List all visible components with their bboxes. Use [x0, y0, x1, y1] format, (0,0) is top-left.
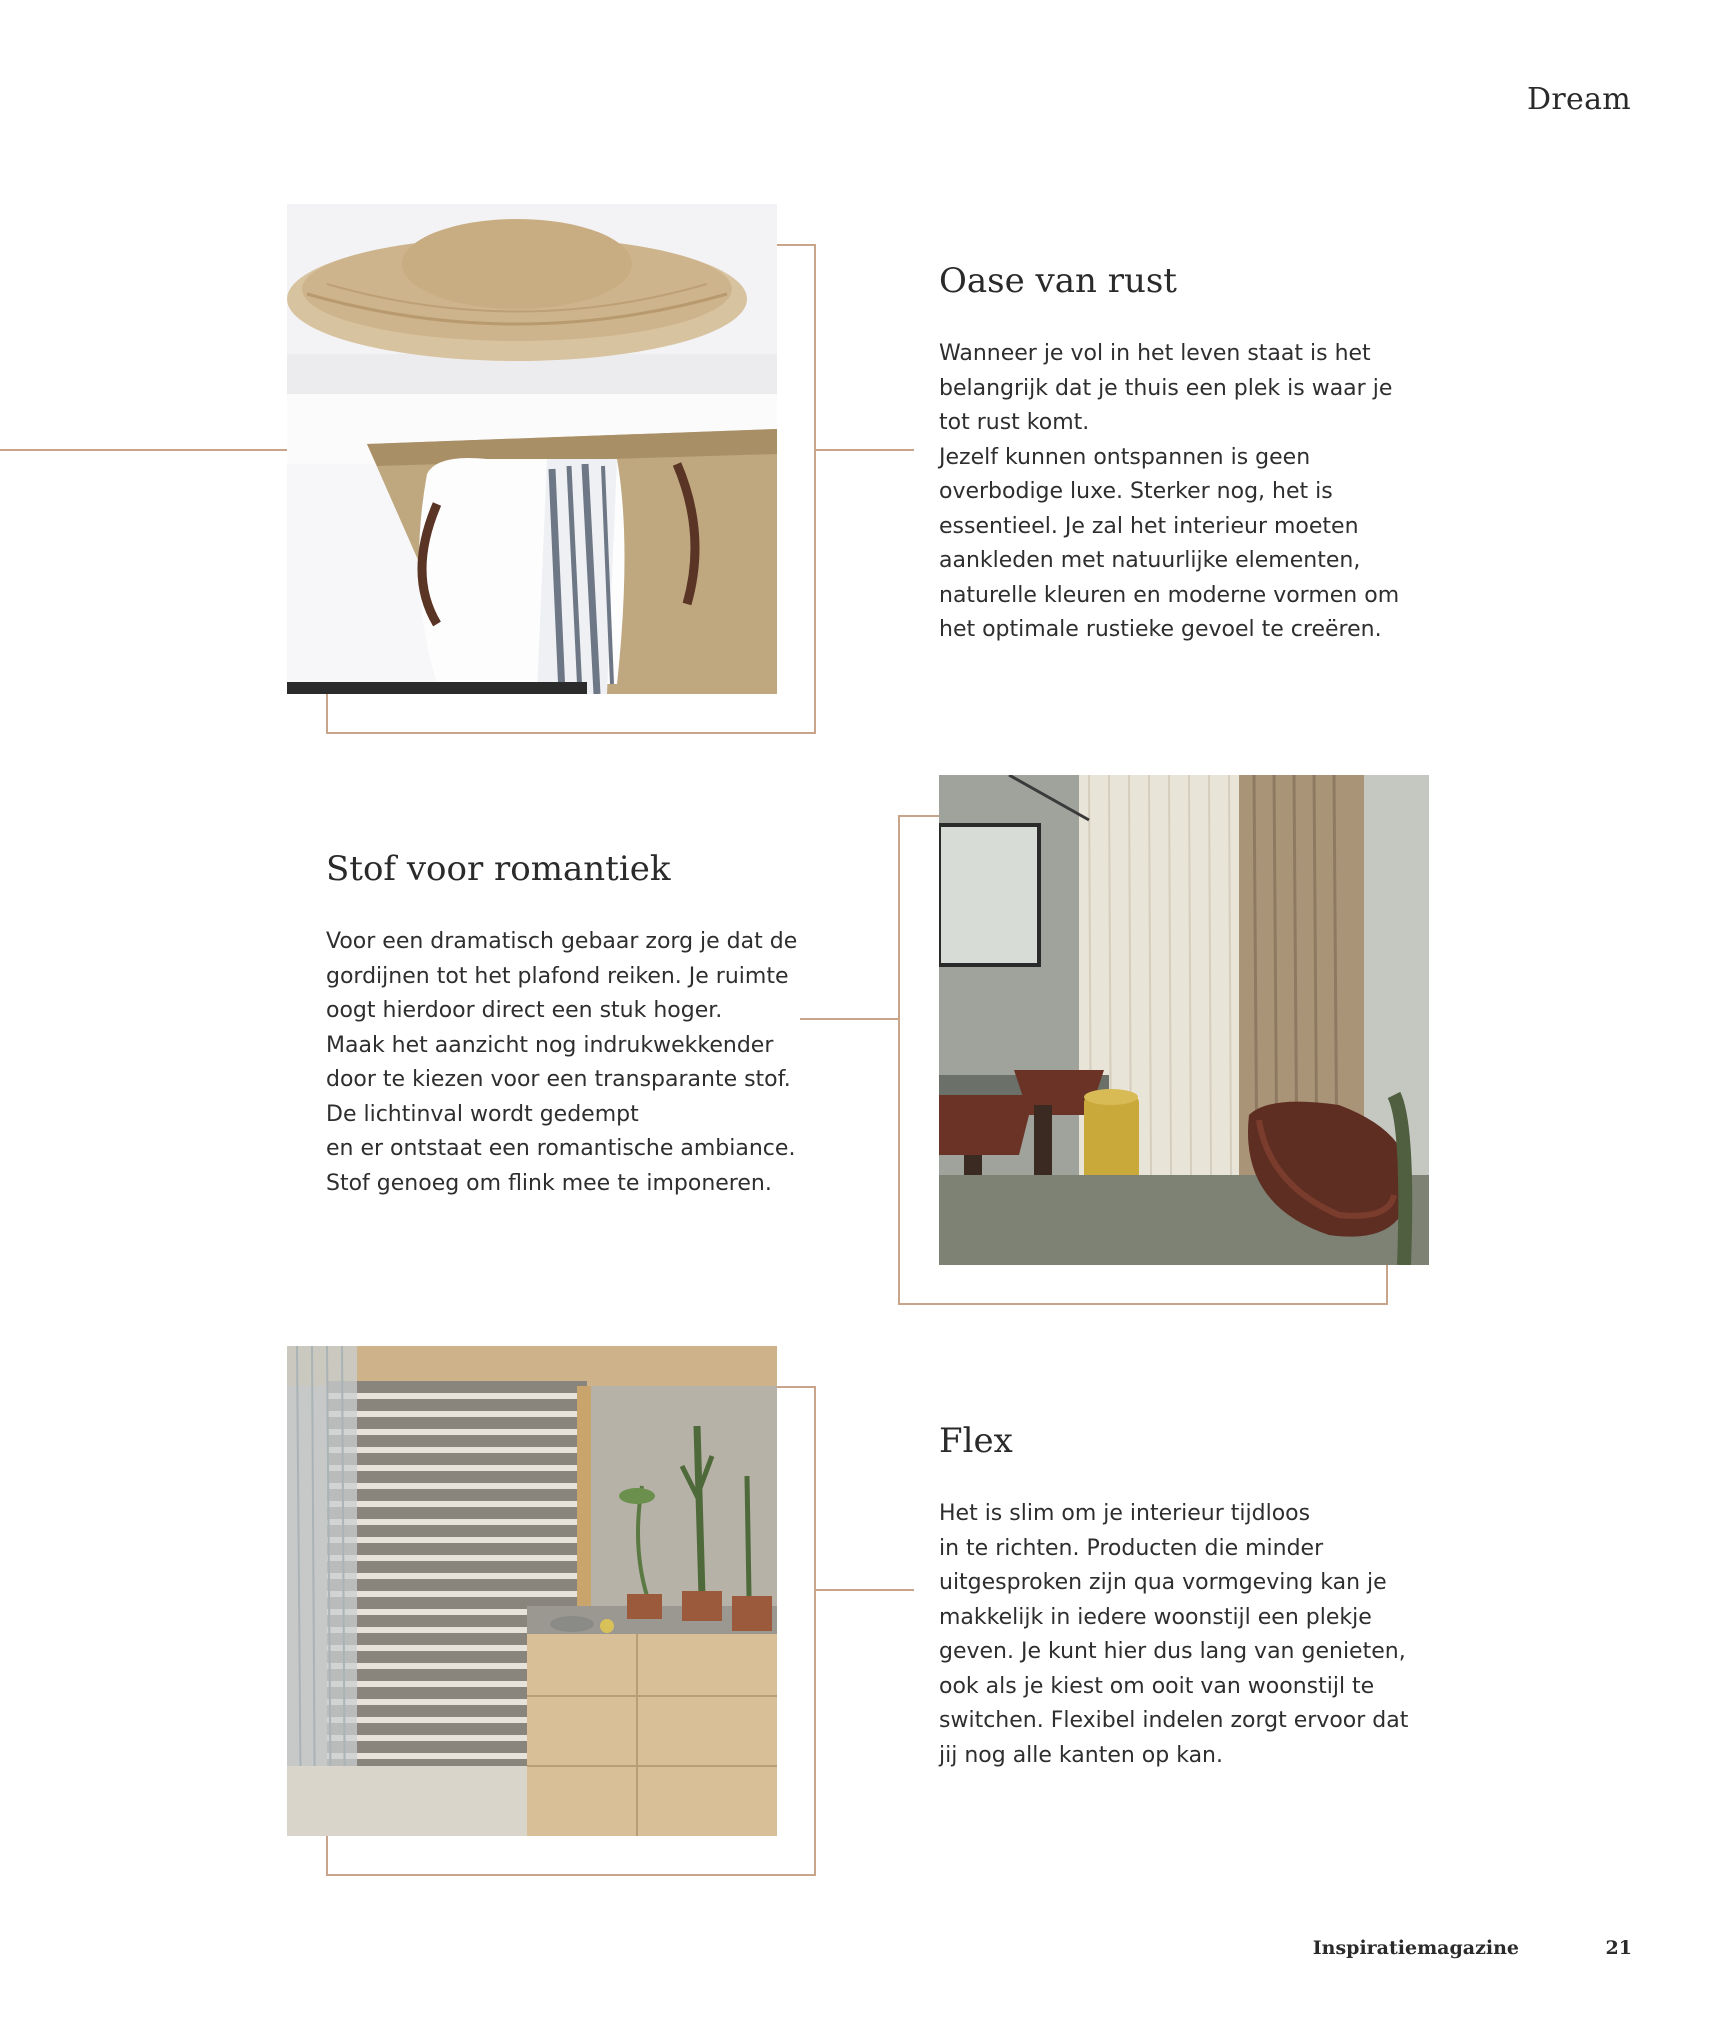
- body-line: Voor een dramatisch gebaar zorg je dat de: [326, 929, 798, 954]
- body-line: tot rust komt.: [939, 410, 1090, 435]
- body-line: geven. Je kunt hier dus lang van genieten,: [939, 1639, 1406, 1664]
- body-line: aankleden met natuurlijke elementen,: [939, 548, 1361, 573]
- accent-line-left-1: [0, 449, 287, 451]
- body-line: het optimale rustieke gevoel te creëren.: [939, 617, 1382, 642]
- page-number: 21: [1605, 1937, 1632, 1959]
- accent-line-left-2: [800, 1018, 898, 1020]
- section-label: Dream: [1527, 82, 1631, 117]
- section-body-stof-voor-romantiek: [326, 925, 797, 1201]
- body-line: Wanneer je vol in het leven staat is het: [939, 341, 1371, 366]
- body-line: makkelijk in iedere woonstijl een plekje: [939, 1604, 1372, 1630]
- body-line: belangrijk dat je thuis een plek is waar je: [939, 375, 1393, 401]
- body-line: Jezelf kunnen ontspannen is geen: [939, 444, 1311, 470]
- body-line: oogt hierdoor direct een stuk hoger.: [326, 998, 723, 1023]
- body-line: De lichtinval wordt gedempt: [326, 1101, 639, 1127]
- photo-bathroom-curtains-illustration: [939, 775, 1429, 1265]
- section-body-flex: [939, 1497, 1408, 1773]
- photo-straw-hat-basket: [287, 204, 777, 694]
- photo-blinds-kitchen: [287, 1346, 777, 1836]
- photo-straw-hat-basket-illustration: [287, 204, 777, 694]
- section-heading-stof-voor-romantiek: Stof voor romantiek: [326, 849, 671, 889]
- body-line: Maak het aanzicht nog indrukwekkender: [326, 1032, 774, 1058]
- body-line: gordijnen tot het plafond reiken. Je ruimte: [326, 963, 789, 989]
- body-line: Het is slim om je interieur tijdloos: [939, 1501, 1311, 1526]
- body-line: jij nog alle kanten op kan.: [939, 1742, 1223, 1768]
- body-line: essentieel. Je zal het interieur moeten: [939, 513, 1359, 539]
- body-line: in te richten. Producten die minder: [939, 1535, 1324, 1561]
- section-heading-oase-van-rust: Oase van rust: [939, 261, 1177, 301]
- photo-bathroom-curtains: [939, 775, 1429, 1265]
- photo-blinds-kitchen-illustration: [287, 1346, 777, 1836]
- accent-line-right-3: [816, 1589, 914, 1591]
- body-line: uitgesproken zijn qua vormgeving kan je: [939, 1570, 1387, 1595]
- body-line: door te kiezen voor een transparante stof.: [326, 1067, 791, 1092]
- section-heading-flex: Flex: [939, 1421, 1013, 1461]
- body-line: switchen. Flexibel indelen zorgt ervoor dat: [939, 1708, 1409, 1733]
- section-body-oase-van-rust: [939, 337, 1399, 648]
- body-line: en er ontstaat een romantische ambiance.: [326, 1136, 796, 1161]
- body-line: ook als je kiest om ooit van woonstijl te: [939, 1673, 1375, 1699]
- body-line: naturelle kleuren en moderne vormen om: [939, 582, 1400, 608]
- body-line: overbodige luxe. Sterker nog, het is: [939, 479, 1333, 504]
- footer-magazine-title: Inspiratiemagazine: [1312, 1937, 1519, 1959]
- body-line: Stof genoeg om flink mee te imponeren.: [326, 1170, 772, 1196]
- accent-line-right-1: [816, 449, 914, 451]
